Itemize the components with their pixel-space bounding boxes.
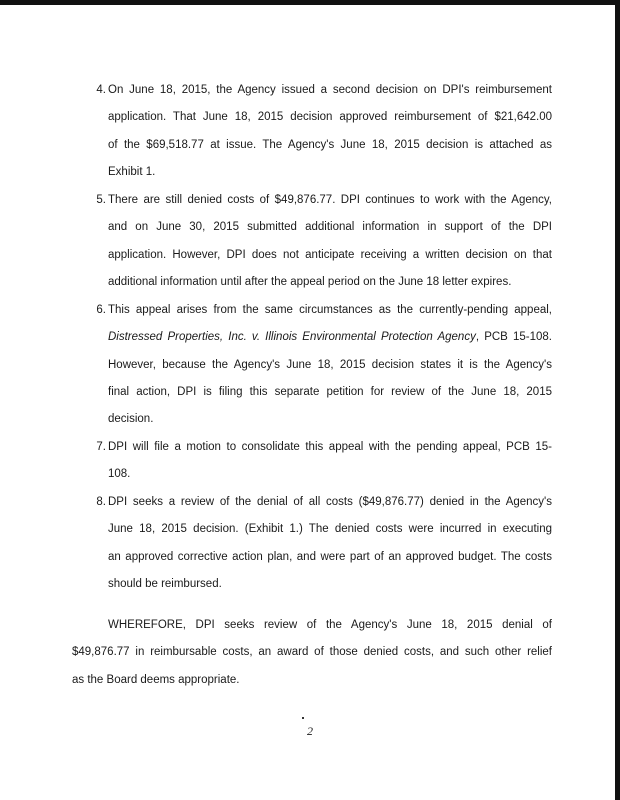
case-name: Distressed Properties, Inc. v. Illinois Environmental Protection Agency bbox=[108, 331, 476, 344]
text-line: decision. bbox=[108, 413, 154, 426]
paragraph-item-8 bbox=[72, 489, 552, 598]
text-line: DPI seeks a review of the denial of all costs ($49,876.77) denied in the Agency's bbox=[108, 496, 552, 508]
text-line: There are still denied costs of $49,876.77. DPI continues to work with the Agency, bbox=[108, 194, 552, 206]
text-line: WHEREFORE, DPI seeks review of the Agency's June 18, 2015 denial of bbox=[108, 619, 552, 631]
text-line: of the $69,518.77 at issue. The Agency's June 18, 2015 decision is attached as bbox=[108, 138, 552, 151]
text-line: final action, DPI is filing this separate petition for review of the June 18, 2015 bbox=[108, 385, 552, 398]
page-number: 2 bbox=[307, 724, 313, 738]
item-number: 5. bbox=[96, 194, 106, 206]
text-line: additional information until after the appeal period on the June 18 letter expires. bbox=[108, 275, 512, 288]
text-line: should be reimbursed. bbox=[108, 577, 222, 590]
text-line: $49,876.77 in reimbursable costs, an award of those denied costs, and such other relief bbox=[72, 646, 552, 659]
paragraph-item-6 bbox=[72, 297, 552, 433]
scan-speck bbox=[302, 717, 304, 719]
text-line: application. However, DPI does not anticipate receiving a written decision on that bbox=[108, 248, 552, 261]
item-text bbox=[108, 77, 552, 186]
item-number: 8. bbox=[96, 496, 106, 508]
item-number: 4. bbox=[96, 84, 106, 96]
paragraph-item-4 bbox=[72, 77, 552, 186]
case-number: , PCB 15-108. bbox=[475, 331, 553, 344]
text-line: an approved corrective action plan, and were part of an approved budget. The costs bbox=[108, 550, 552, 563]
item-text bbox=[108, 187, 552, 296]
wherefore-paragraph bbox=[72, 612, 552, 694]
text-line-case-citation bbox=[108, 324, 552, 351]
item-number: 6. bbox=[96, 304, 106, 316]
item-text bbox=[108, 434, 552, 489]
text-line: June 18, 2015 decision. (Exhibit 1.) The denied costs were incurred in executing bbox=[108, 523, 552, 536]
text-line: DPI will file a motion to consolidate this appeal with the pending appeal, PCB 15- bbox=[108, 441, 552, 453]
text-line: as the Board deems appropriate. bbox=[72, 673, 240, 686]
item-text bbox=[108, 297, 552, 433]
paragraph-item-7 bbox=[72, 434, 552, 489]
paragraph-item-5 bbox=[72, 187, 552, 296]
text-line: On June 18, 2015, the Agency issued a second decision on DPI's reimbursement bbox=[108, 84, 552, 96]
text-line: 108. bbox=[108, 468, 131, 481]
text-line: This appeal arises from the same circumstances as the currently-pending appeal, bbox=[108, 304, 552, 316]
text-line: application. That June 18, 2015 decision approved reimbursement of $21,642.00 bbox=[108, 111, 552, 124]
item-number: 7. bbox=[96, 441, 106, 453]
text-line: However, because the Agency's June 18, 2015 decision states it is the Agency's bbox=[108, 358, 552, 371]
item-text bbox=[108, 489, 552, 598]
text-line: and on June 30, 2015 submitted additional information in support of the DPI bbox=[108, 221, 552, 234]
text-line: Exhibit 1. bbox=[108, 165, 156, 178]
